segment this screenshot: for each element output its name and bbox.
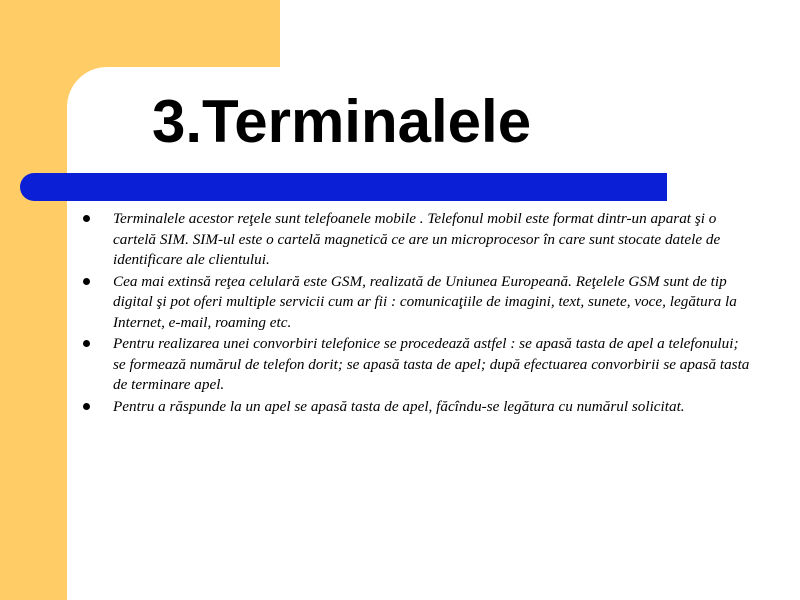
bullet-item [80,272,750,334]
bullet-text: Pentru realizarea unei convorbiri telefonice se procedează astfel : se apasă tasta de apel a telefonului; se formează numărul de telefon dorit; se apasă tasta de apel; după efectuarea convorbirii se apasă tasta de terminare apel. [113,335,750,393]
bullet-dot-icon [83,403,90,410]
bullet-text: Terminalele acestor reţele sunt telefoanele mobile . Telefonul mobil este format dintr-un aparat şi o cartelă SIM. SIM-ul este o cartelă magnetică ce are un microprocesor în care sunt stocate datele de identificare ale clientului. [113,210,721,268]
bullet-text: Pentru a răspunde la un apel se apasă tasta de apel, făcîndu-se legătura cu numărul solicitat. [113,397,685,415]
accent-left-stripe [0,0,67,600]
bullet-dot-icon [83,340,90,347]
bullet-text: Cea mai extinsă reţea celulară este GSM, realizată de Uniunea Europeană. Reţelele GSM sunt de tip digital şi pot oferi multiple servicii cum ar fii : comunicaţiile de imagini, text, sunete, voce, legătura la Internet, e-mail, roaming etc. [113,272,737,331]
bullet-list [80,209,750,418]
slide-title: 3.Terminalele [152,88,532,155]
bullet-item [80,397,750,418]
bullet-dot-icon [83,278,90,285]
bullet-dot-icon [83,215,90,222]
bullet-item [80,209,750,271]
bullet-item [80,334,750,396]
title-underline-bar [20,173,667,201]
